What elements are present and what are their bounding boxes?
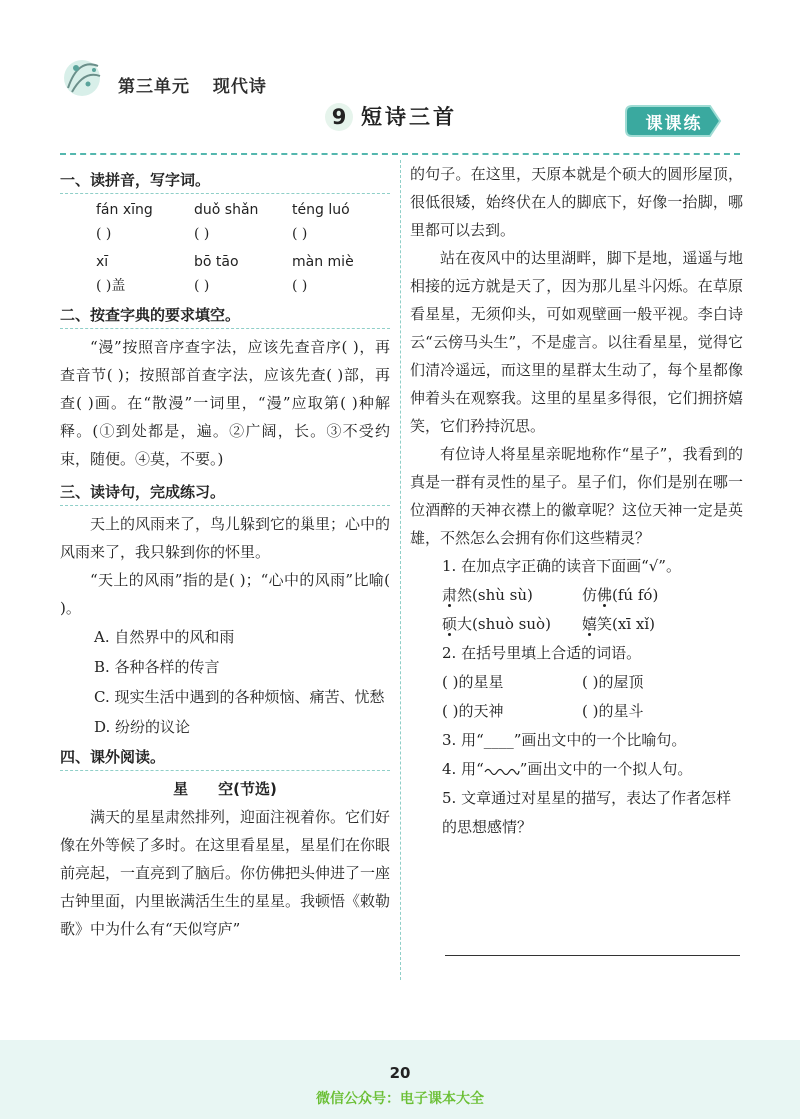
- wechat-watermark: 微信公众号：电子课本大全: [316, 1091, 484, 1107]
- answer-blank[interactable]: ( ): [96, 226, 112, 242]
- reading-paragraph-3: 有位诗人将星星亲昵地称作“星子”，我看到的真是一群有灵性的星子。星子们，你们是别在哪一位酒醉的天神衣襟上的徽章呢？这位天神一定是英雄，不然怎么会拥有你们这些精灵？: [410, 445, 743, 547]
- lesson-title-text: 短诗三首: [361, 105, 457, 129]
- question-4: 4. 用“ ”画出文中的一个拟人句。: [442, 760, 693, 778]
- reading-title: 星 空(节选): [173, 780, 277, 798]
- option-c[interactable]: C. 现实生活中遇到的各种烦恼、痛苦、忧愁: [94, 688, 385, 706]
- unit-label: 第三单元: [118, 77, 190, 97]
- poem-question: “天上的风雨”指的是( )；“心中的风雨”比喻( )。: [60, 571, 390, 617]
- pinyin: fán xīng: [96, 202, 153, 218]
- pinyin-row-1: [96, 198, 390, 222]
- reading-paragraph-2: 站在夜风中的达里湖畔，脚下是地，遥遥与地相接的远方就是天了，因为那儿星斗闪烁。在草原看星星，无须仰头，可如观壁画一般平视。李白诗云“云傍马头生”，不是虚言。以往看星星，觉得它们清冷遥远，而这里的星群太生动了，每个星都像伸着头在观察我。这里的星星多得很，它们拥挤嬉笑，它们矜持沉思。: [410, 249, 743, 435]
- pronunciation-row-2: [410, 610, 743, 639]
- pinyin: xī: [96, 254, 109, 270]
- top-divider: [60, 153, 740, 155]
- option-a[interactable]: A. 自然界中的风和雨: [94, 628, 235, 646]
- pinyin: màn miè: [292, 254, 354, 270]
- badge-text: 课课练: [645, 114, 703, 134]
- answer-blank[interactable]: ( ): [194, 226, 210, 242]
- section1-title: 一、读拼音，写字词。: [60, 167, 390, 194]
- reading-paragraph-1-cont: 的句子。在这里，天原本就是个硕大的圆形屋顶，很低很矮，始终伏在人的脚底下，好像一抬脚，哪里都可以去到。: [410, 165, 743, 239]
- right-column: [410, 160, 743, 842]
- section4-title: 四、课外阅读。: [60, 744, 390, 771]
- page-number: 20: [389, 1064, 411, 1082]
- blank-row-1: [96, 222, 390, 246]
- pronunciation-item[interactable]: 硕大(shuò suò): [442, 615, 551, 633]
- lesson-title: [325, 101, 457, 131]
- pinyin-row-2: [96, 250, 390, 274]
- section-label: 现代诗: [212, 77, 267, 97]
- dictionary-question: “漫”按照音序查字法，应该先查音序( )，再查音节( )；按照部首查字法，应该先查( )部，再查( )画。在“散漫”一词里，“漫”应取第( )种解释。(①到处都是，遍。②广阔，长。③不受约束，随便。④莫，不要。): [60, 338, 390, 468]
- question-3: 3. 用“____”画出文中的一个比喻句。: [442, 731, 687, 749]
- question-5: 5. 文章通过对星星的描写，表达了作者怎样的思想感情？: [442, 789, 732, 836]
- option-b[interactable]: B. 各种各样的传言: [94, 658, 220, 676]
- fill-blank[interactable]: ( )的星星: [442, 673, 504, 691]
- lesson-number: 9: [325, 103, 353, 131]
- unit-header: [118, 72, 283, 97]
- fill-row-1: [410, 668, 743, 697]
- poem-lines: 天上的风雨来了，鸟儿躲到它的巢里；心中的风雨来了，我只躲到你的怀里。: [60, 515, 391, 561]
- answer-line[interactable]: [445, 955, 740, 956]
- pinyin: téng luó: [292, 202, 350, 218]
- left-column: [60, 165, 390, 943]
- answer-blank[interactable]: ( ): [292, 226, 308, 242]
- reading-paragraph-1: 满天的星星肃然排列，迎面注视着你。它们好像在外等候了多时。在这里看星星，星星们在你眼前亮起，一直亮到了脑后。你仿佛把头伸进了一座古钟里面，内里嵌满活生生的星星。我顿悟《敕勒歌》中为什么有“天似穹庐”: [60, 808, 391, 938]
- pinyin: duǒ shǎn: [194, 202, 259, 218]
- practice-badge: [624, 102, 724, 140]
- pronunciation-row-1: [410, 581, 743, 610]
- column-divider: [400, 160, 401, 980]
- answer-blank[interactable]: ( ): [292, 278, 308, 294]
- option-d[interactable]: D. 纷纷的议论: [94, 718, 191, 736]
- wavy-line-icon: [484, 765, 520, 775]
- blank-row-2: [96, 274, 390, 298]
- fill-blank[interactable]: ( )的屋顶: [582, 673, 644, 691]
- unit-logo-icon: [58, 48, 106, 104]
- question-2: 2. 在括号里填上合适的词语。: [442, 644, 642, 662]
- fill-blank[interactable]: ( )的星斗: [582, 702, 644, 720]
- fill-blank[interactable]: ( )的天神: [442, 702, 504, 720]
- question-1: 1. 在加点字正确的读音下面画“√”。: [442, 557, 681, 575]
- pinyin: bō tāo: [194, 254, 239, 270]
- pronunciation-item[interactable]: 嬉笑(xī xǐ): [582, 615, 656, 633]
- fill-row-2: [410, 697, 743, 726]
- answer-blank[interactable]: ( ): [194, 278, 210, 294]
- section3-title: 三、读诗句，完成练习。: [60, 479, 390, 506]
- pronunciation-item[interactable]: 肃然(shù sù): [442, 586, 533, 604]
- section2-title: 二、按查字典的要求填空。: [60, 302, 390, 329]
- answer-blank[interactable]: ( )盖: [96, 278, 126, 294]
- pronunciation-item[interactable]: 仿佛(fú fó): [582, 586, 659, 604]
